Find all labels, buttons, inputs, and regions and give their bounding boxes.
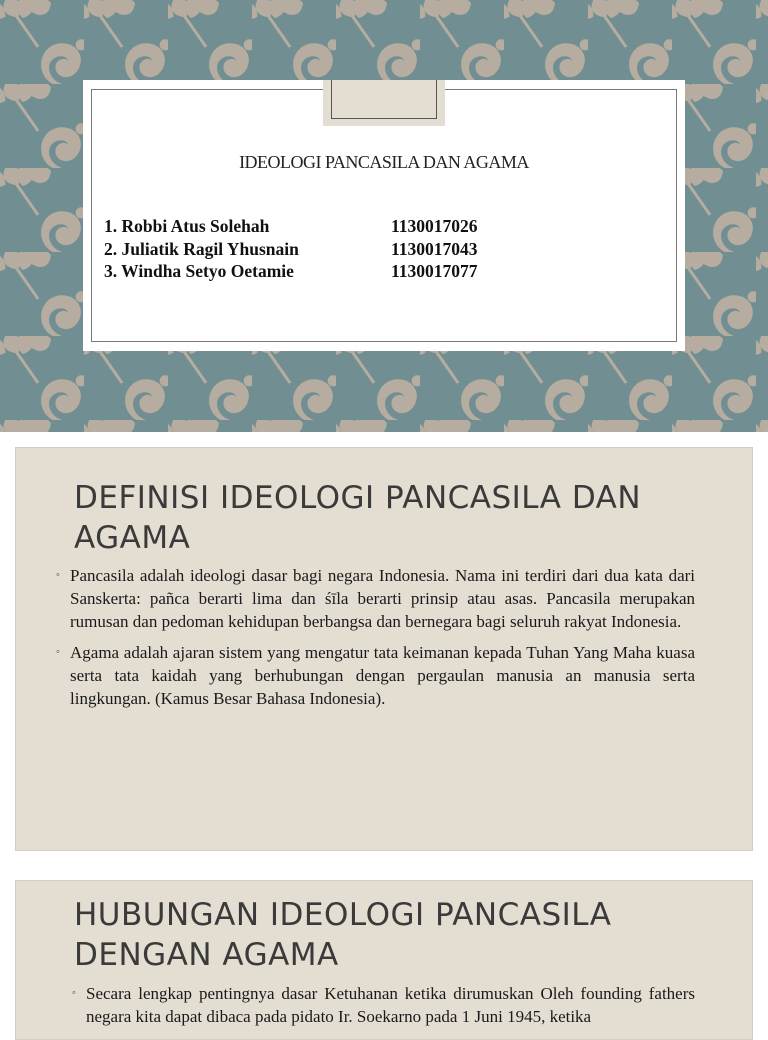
heading-line: DEFINISI IDEOLOGI PANCASILA DAN	[74, 480, 642, 516]
slide-heading	[74, 478, 712, 558]
title-card	[83, 80, 685, 351]
definisi-slide	[15, 447, 753, 851]
bullet-icon: ◦	[72, 987, 76, 999]
hubungan-slide	[15, 880, 753, 1040]
bullet-text: Agama adalah ajaran sistem yang mengatur tata keimanan kepada Tuhan Yang Maha kuasa serta tata kaidah yang berhubungan dengan pergaulan manusia an manusia serta lingkungan. (Kamus Besar Bahasa Indonesia).	[70, 643, 695, 708]
heading-line: HUBUNGAN IDEOLOGI PANCASILA	[74, 897, 612, 933]
heading-line: AGAMA	[74, 520, 191, 556]
slide-title: IDEOLOGI PANCASILA DAN AGAMA	[239, 152, 529, 172]
bullet-item	[72, 982, 695, 1028]
member-id: 1130017077	[391, 261, 478, 281]
bullet-list	[72, 982, 695, 1036]
member-name: 2. Juliatik Ragil Yhusnain	[104, 238, 299, 259]
member-id: 1130017026	[391, 216, 478, 236]
slide-heading	[74, 895, 712, 975]
member-row	[104, 215, 478, 238]
member-name: 1. Robbi Atus Solehah	[104, 216, 270, 236]
bullet-text: Pancasila adalah ideologi dasar bagi negara Indonesia. Nama ini terdiri dari dua kata dari Sanskerta: pañca berarti lima dan śīla berarti prinsip atau asas. Pancasila merupakan rumusan dan pedoman kehidupan berbangsa dan bernegara bagi seluruh rakyat Indonesia.	[70, 566, 695, 631]
heading-line: DENGAN AGAMA	[74, 937, 339, 973]
bullet-list	[56, 564, 695, 718]
bullet-item	[56, 641, 695, 710]
bullet-item	[56, 564, 695, 633]
bullet-icon: ◦	[56, 646, 60, 658]
member-name: 3. Windha Setyo Oetamie	[104, 261, 294, 281]
title-card-tab-inner	[331, 80, 437, 119]
member-row	[104, 238, 478, 261]
title-slide	[0, 0, 768, 432]
member-row	[104, 260, 478, 283]
member-id: 1130017043	[391, 238, 478, 259]
member-list	[104, 215, 478, 283]
bullet-text: Secara lengkap pentingnya dasar Ketuhanan ketika dirumuskan Oleh founding fathers negara kita dapat dibaca pada pidato Ir. Soekarno pada 1 Juni 1945, ketika	[86, 984, 695, 1026]
bullet-icon: ◦	[56, 569, 60, 581]
